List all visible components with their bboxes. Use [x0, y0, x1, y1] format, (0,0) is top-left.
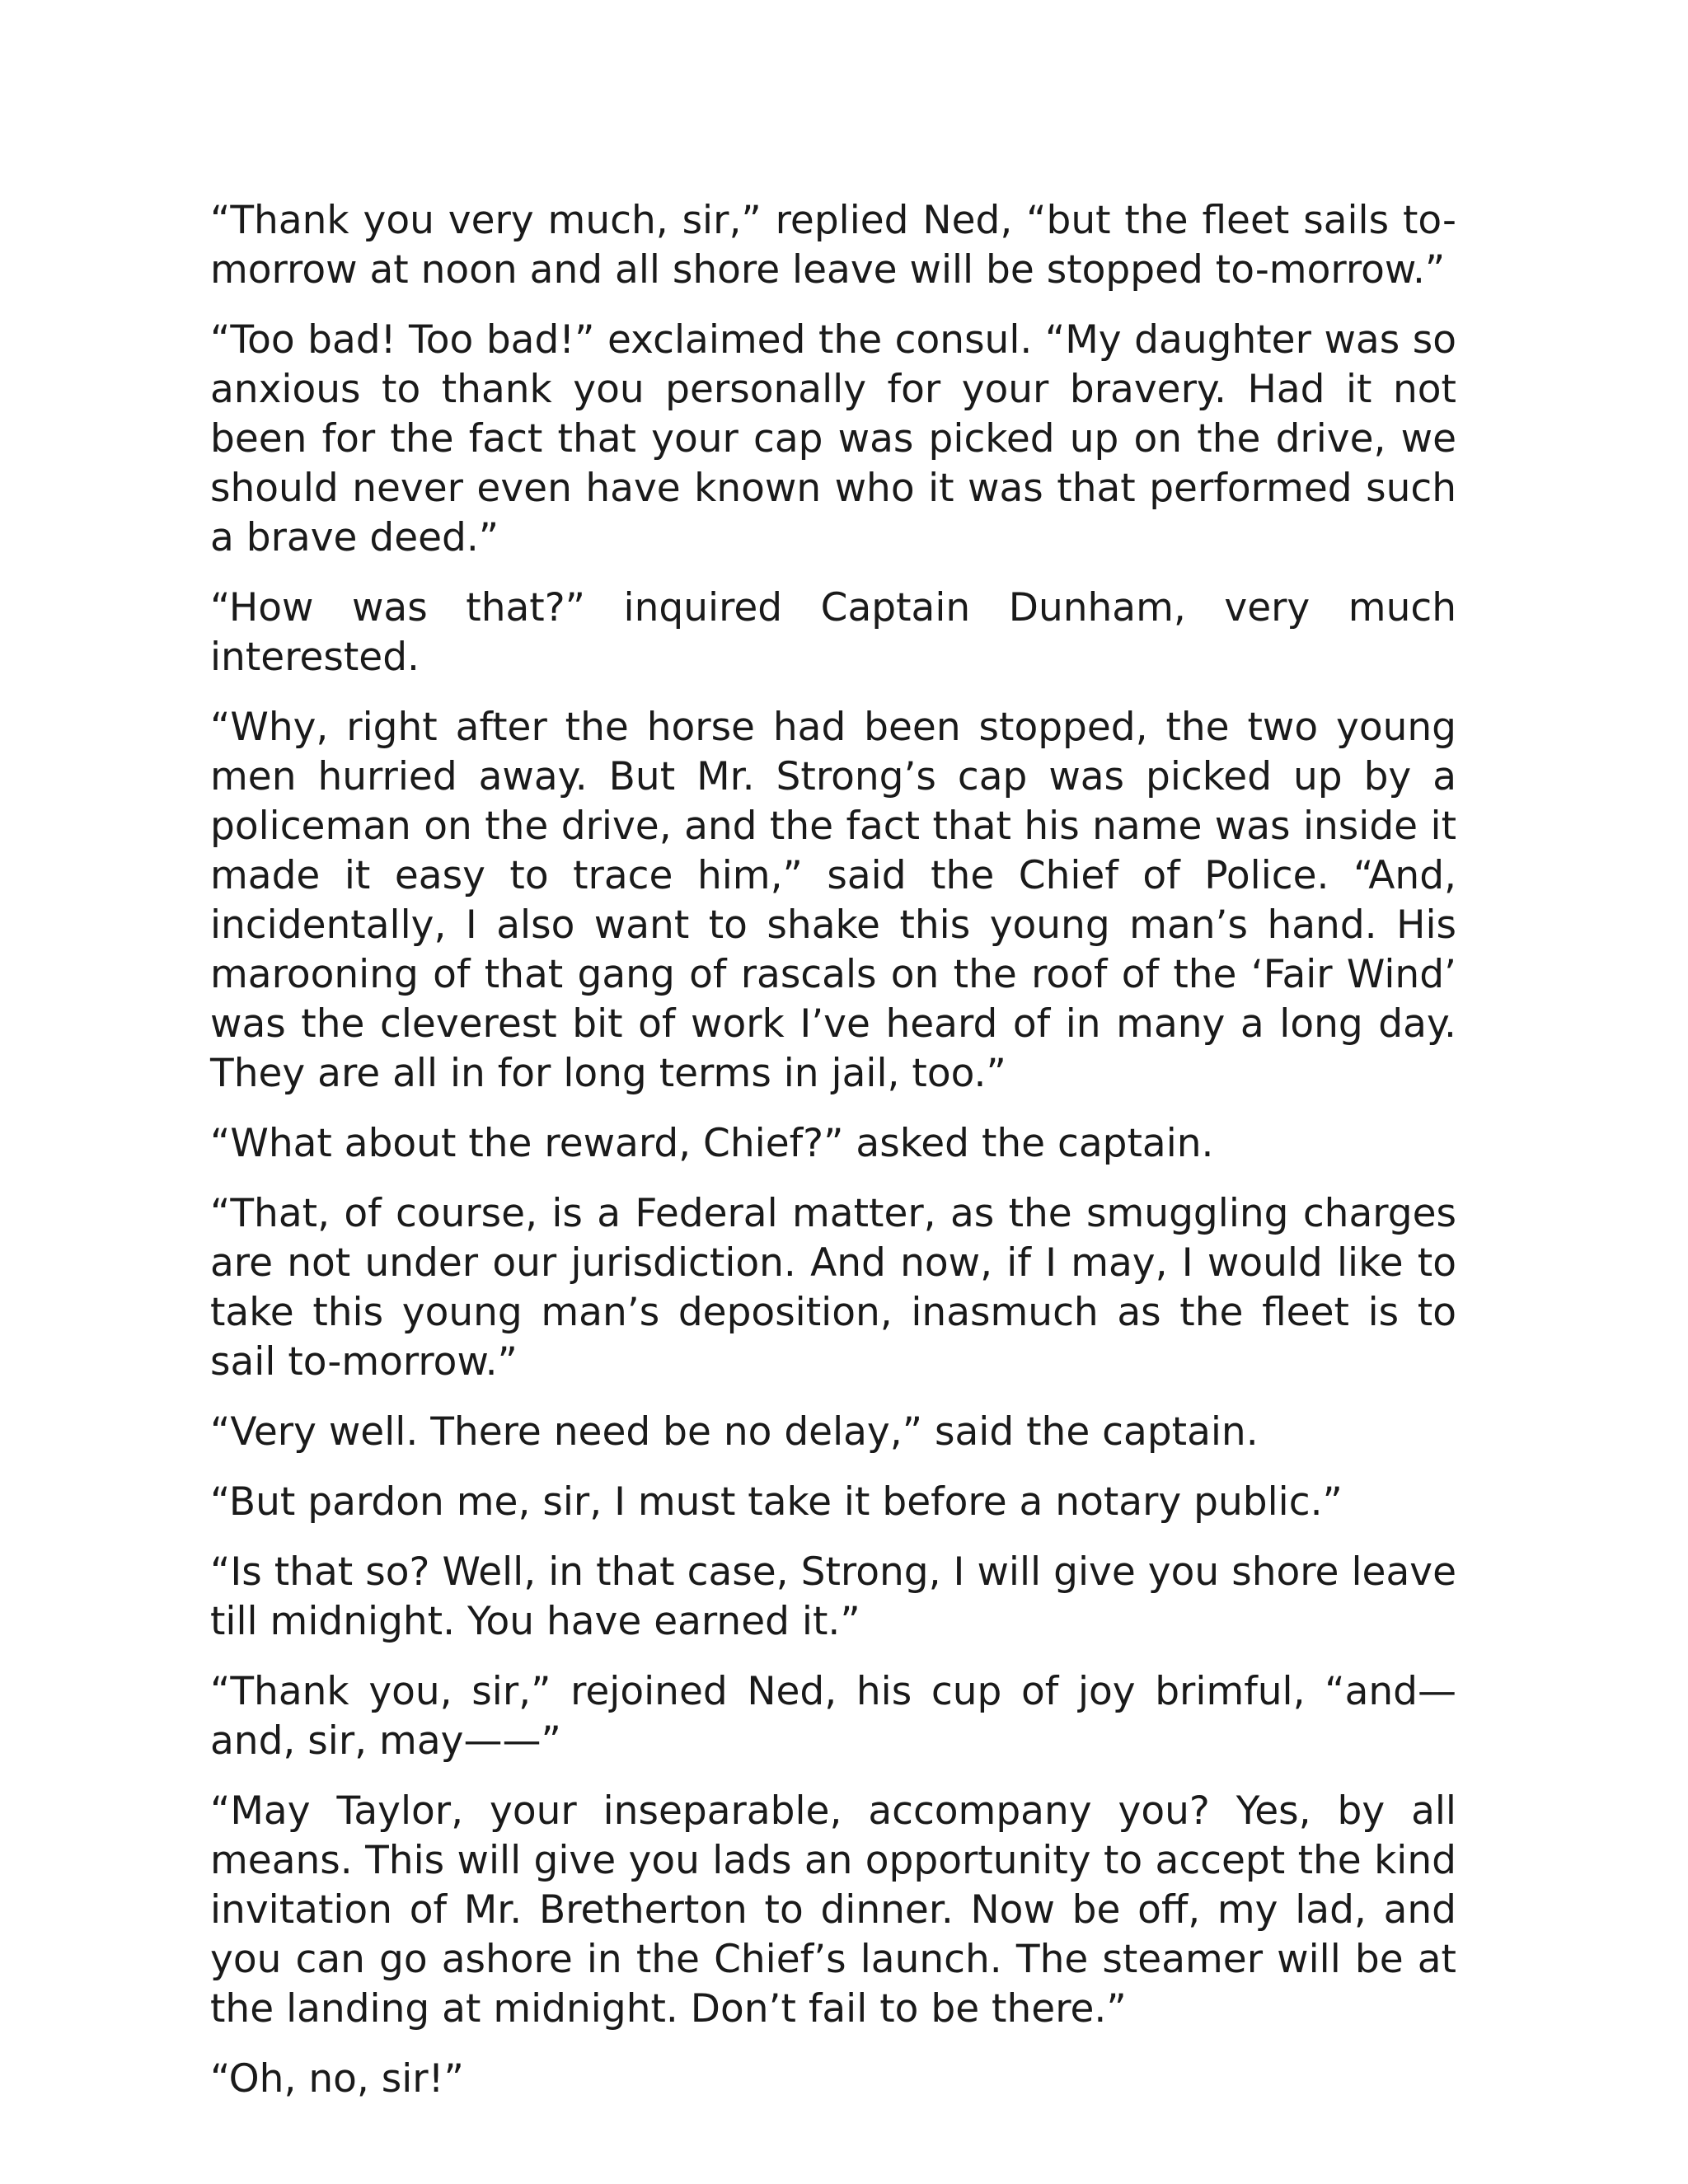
paragraph-11: “May Taylor, your inseparable, accompany you? Yes, by all means. This will give you lads an opportunity to accept the kind invitation of Mr. Bretherton to dinner. Now be off, my lad, and you can go ashore in the Chief’s launch. The steamer will be at the landing at midnight. Don’t fail to be there.”: [210, 1788, 1456, 2032]
paragraph-10: “Thank you, sir,” rejoined Ned, his cup of joy brimful, “and—and, sir, may——”: [210, 1669, 1456, 1764]
paragraph-9: “Is that so? Well, in that case, Strong, I will give you shore leave till midnight. You have earned it.”: [210, 1549, 1456, 1644]
paragraph-5: “What about the reward, Chief?” asked the captain.: [210, 1121, 1214, 1166]
paragraph-4: “Why, right after the horse had been stopped, the two young men hurried away. But Mr. Strong’s cap was picked up by a policeman on the drive, and the fact that his name was inside it made it easy to trace him,” said the Chief of Police. “And, incidentally, I also want to shake this young man’s hand. His marooning of that gang of rascals on the roof of the ‘Fair Wind’ was the cleverest bit of work I’ve heard of in many a long day. They are all in for long terms in jail, too.”: [210, 705, 1456, 1096]
paragraph-3: “How was that?” inquired Captain Dunham, very much interested.: [210, 585, 1456, 680]
paragraph-12: “Oh, no, sir!”: [210, 2056, 464, 2102]
paragraph-8: “But pardon me, sir, I must take it before a notary public.”: [210, 1479, 1343, 1525]
document-page: [210, 196, 1456, 2125]
paragraph-7: “Very well. There need be no delay,” said the captain.: [210, 1409, 1259, 1455]
paragraph-6: “That, of course, is a Federal matter, as the smuggling charges are not under our jurisdiction. And now, if I may, I would like to take this young man’s deposition, inasmuch as the fleet is to sail to-morrow.”: [210, 1191, 1456, 1385]
paragraph-2: “Too bad! Too bad!” exclaimed the consul. “My daughter was so anxious to thank you personally for your bravery. Had it not been for the fact that your cap was picked up on the drive, we should never even have known who it was that performed such a brave deed.”: [210, 317, 1456, 560]
paragraph-1: “Thank you very much, sir,” replied Ned, “but the fleet sails to-morrow at noon and all shore leave will be stopped to-morrow.”: [210, 198, 1456, 293]
